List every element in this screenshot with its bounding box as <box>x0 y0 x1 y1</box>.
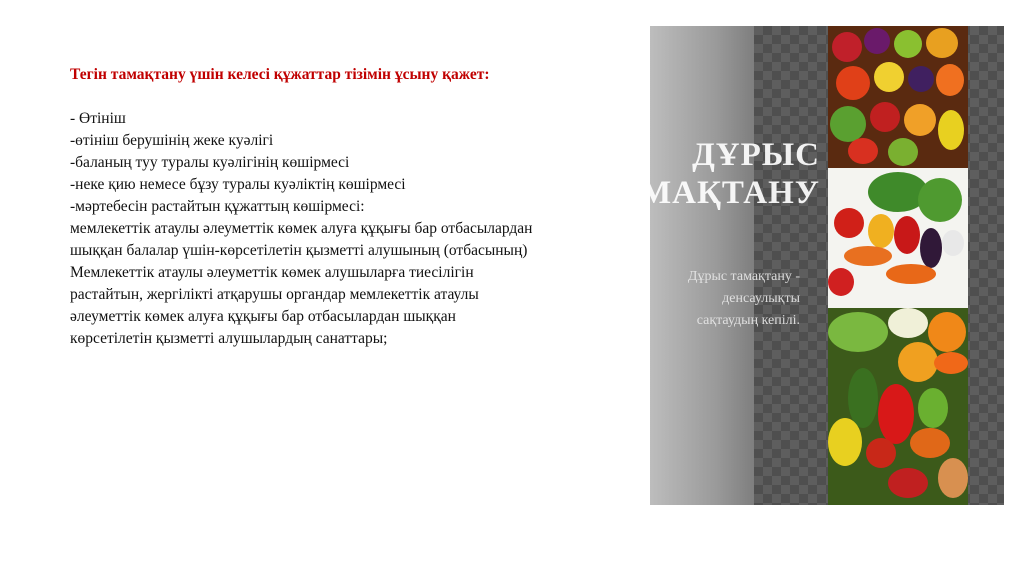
poster-title <box>594 136 820 212</box>
list-item: -баланың туу туралы куәлігінің көшірмесі <box>70 154 350 171</box>
poster-subtitle-line: сақтаудың кепілі. <box>696 313 800 328</box>
body-text-line: әлеуметтік көмек алуға құқығы бар отбасылардан шыққан <box>70 308 456 325</box>
list-item: -мәртебесін растайтын құжаттың көшірмесі: <box>70 198 365 215</box>
list-item: -неке қию немесе бұзу туралы куәліктің көшірмесі <box>70 176 406 193</box>
produce-photo <box>828 308 968 505</box>
vegetables-image <box>828 26 968 505</box>
poster-subtitle-line: денсаулықты <box>722 291 800 306</box>
poster-subtitle-line: Дұрыс тамақтану - <box>687 269 800 284</box>
document-text <box>70 64 650 350</box>
body-text-line: Мемлекеттік атаулы әлеуметтік көмек алушыларға тиесілігін <box>70 264 474 281</box>
body-text-line: растайтын, жергілікті атқарушы органдар мемлекеттік атаулы <box>70 286 479 303</box>
fruits-photo <box>828 26 968 168</box>
heading: Тегін тамақтану үшін келесі құжаттар тізімін ұсыну қажет: <box>70 66 490 83</box>
body-text-line: мемлекеттік атаулы әлеуметтік көмек алуға құқығы бар отбасылардан <box>70 220 533 237</box>
poster-title-line: ДҰРЫС <box>692 137 820 173</box>
body-text-line: шыққан балалар үшін-көрсетілетін қызметті алушының (отбасының) <box>70 242 528 259</box>
list-item: - Өтініш <box>70 110 126 127</box>
list-item: -өтініш берушінің жеке куәлігі <box>70 132 274 149</box>
body-text-line: көрсетілетін қызметті алушылардың санаттары; <box>70 330 388 347</box>
vegetables-photo <box>828 168 968 308</box>
poster-subtitle <box>688 266 800 332</box>
healthy-eating-poster <box>593 26 1004 505</box>
poster-title-line: ТАМАҚТАНУ <box>593 175 820 211</box>
